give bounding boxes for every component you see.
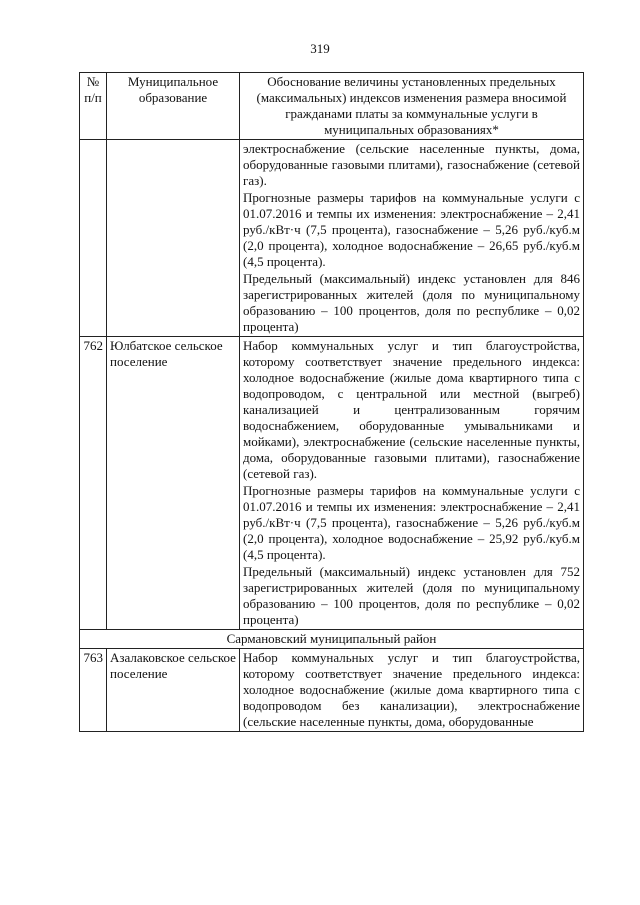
justification-cell — [240, 649, 584, 732]
paragraph: Набор коммунальных услуг и тип благоустройства, которому соответствует значение предельного индекса: холодное водоснабжение (жилые дома квартирного типа с водопроводом, с центральной или местной (выгреб) канализацией и централизованным горячим водоснабжением, оборудованные умывальниками и мойками), электроснабжение (сельские населенные пункты, дома, оборудованные газовыми плитами), газоснабжение (сетевой газ). — [243, 338, 580, 481]
continuation-num-cell — [80, 140, 107, 337]
table-header-row — [80, 73, 584, 140]
paragraph: электроснабжение (сельские населенные пункты, дома, оборудованные газовыми плитами), газоснабжение (сетевой газ). — [243, 141, 580, 188]
header-municipality: Муниципальное образование — [107, 73, 240, 140]
paragraph: Предельный (максимальный) индекс установлен для 846 зарегистрированных жителей (доля по муниципальному образованию – 100 процентов, доля по республике – 0,02 процента) — [243, 271, 580, 334]
continuation-justification-cell — [240, 140, 584, 337]
paragraph: Прогнозные размеры тарифов на коммунальные услуги с 01.07.2016 и темпы их изменения: электроснабжение – 2,41 руб./кВт·ч (7,5 процента), газоснабжение – 5,26 руб./куб.м (2,0 процента), холодное водоснабжение – 25,92 руб./куб.м (4,5 процента). — [243, 483, 580, 562]
table-row-763 — [80, 649, 584, 732]
justification-cell — [240, 337, 584, 630]
tariff-table — [79, 72, 584, 732]
municipality-name: Азалаковское сельское поселение — [107, 649, 240, 732]
municipality-name: Юлбатское сельское поселение — [107, 337, 240, 630]
row-number: 762 — [80, 337, 107, 630]
page-number: 319 — [310, 41, 330, 56]
district-heading-row — [80, 630, 584, 649]
header-num: № п/п — [80, 73, 107, 140]
continuation-municipality-cell — [107, 140, 240, 337]
paragraph: Предельный (максимальный) индекс установлен для 752 зарегистрированных жителей (доля по муниципальному образованию – 100 процентов, доля по республике – 0,02 процента) — [243, 564, 580, 627]
table-row-continuation — [80, 140, 584, 337]
header-justification: Обоснование величины установленных предельных (максимальных) индексов изменения размера вносимой гражданами платы за коммунальные услуги в муниципальных образованиях* — [240, 73, 584, 140]
paragraph: Прогнозные размеры тарифов на коммунальные услуги с 01.07.2016 и темпы их изменения: электроснабжение – 2,41 руб./кВт·ч (7,5 процента), газоснабжение – 5,26 руб./куб.м (2,0 процента), холодное водоснабжение – 26,65 руб./куб.м (4,5 процента). — [243, 190, 580, 269]
district-heading: Сармановский муниципальный район — [80, 630, 584, 649]
row-number: 763 — [80, 649, 107, 732]
table-row-762 — [80, 337, 584, 630]
paragraph: Набор коммунальных услуг и тип благоустройства, которому соответствует значение предельного индекса: холодное водоснабжение (жилые дома квартирного типа с водопроводом без канализации), электроснабжение (сельские населенные пункты, дома, оборудованные — [243, 650, 580, 729]
